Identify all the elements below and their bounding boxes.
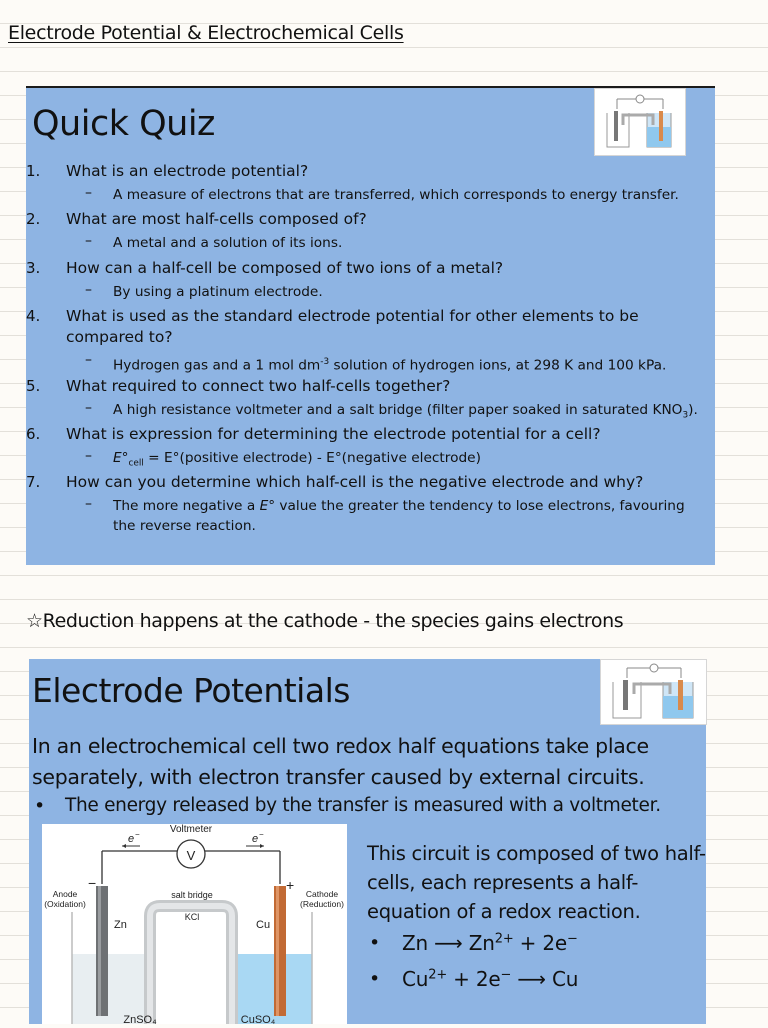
question-text [66,306,666,348]
cathode-note: ☆Reduction happens at the cathode - the species gains electrons [26,610,624,632]
answer-dash: – [85,185,92,201]
answer-text: A measure of electrons that are transferred, which corresponds to energy transfer. [113,187,679,203]
question-text: What are most half-cells composed of? [66,210,367,228]
question-text: What is expression for determining the electrode potential for a cell? [66,425,601,443]
question-line: What is used as the standard electrode potential for other elements to be [66,307,639,325]
cathode-label: Cathode [305,889,339,899]
kcl-label: KCl [184,912,200,922]
anode-sublabel: (Oxidation) [44,899,86,909]
question-text: What required to connect two half-cells together? [66,377,451,395]
answer-dash: – [85,233,92,249]
electron-label-right: e [252,833,259,845]
voltmeter-symbol: V [186,848,196,863]
question-number: 6. [26,425,41,443]
circuit-description: This circuit is composed of two half-cells, each represents a half-equation of a redox reaction. [367,842,706,923]
question-text: What is an electrode potential? [66,162,309,180]
answer-text: Hydrogen gas and a 1 mol $dm^{-3}$ solution of hydrogen ions, at 298 K and 100 kPa. [113,357,667,374]
question-number: 4. [26,307,41,325]
bullet-symbol: • [369,968,381,990]
cell-thumbnail-image [594,88,686,156]
answer-dash: – [85,448,92,464]
question-number: 1. [26,162,41,180]
answer-dash: – [85,496,92,512]
minus-sign: − [88,875,97,891]
answer-text: $E^\circ_{cell}$ = E°(positive electrode) - E°(negative electrode) [113,450,481,469]
cuso4-label: CuSO₄ [240,1014,276,1024]
svg-text:−: − [259,830,264,839]
quiz-title: Quick Quiz [32,104,215,144]
question-number: 2. [26,210,41,228]
bullet-text: The energy released by the transfer is measured with a voltmeter. [65,795,661,816]
copper-half-equation: $Cu^{2+} + 2e^-$ ⟶ Cu [402,967,579,991]
quick-quiz-slide [26,86,715,565]
zn-electrode-label: Zn [114,919,127,931]
answer-text: A high resistance voltmeter and a salt bridge (filter paper soaked in saturated $KNO_3$). [113,402,698,421]
bullet-symbol: • [369,932,381,954]
answer-text: The more negative a E° value the greater the tendency to lose electrons, favouring the reverse reaction. [113,498,685,534]
cu-electrode-label: Cu [256,919,271,931]
question-number: 5. [26,377,41,395]
page-title: Electrode Potential & Electrochemical Cells [8,22,404,44]
question-number: 7. [26,473,41,491]
svg-text:−: − [135,830,140,839]
plus-sign: + [286,877,295,893]
anode-label: Anode [52,889,78,899]
answer-dash: – [85,400,92,416]
znso4-label: ZnSO₄ [123,1014,157,1024]
question-line: compared to? [66,328,173,346]
bullet-symbol: • [34,795,46,817]
question-number: 3. [26,259,41,277]
intro-text: In an electrochemical cell two redox half equations take place separately, with electron transfer caused by external circuits. [32,734,649,789]
slide-title: Electrode Potentials [32,671,350,710]
answer-text: By using a platinum electrode. [113,284,323,300]
question-text: How can a half-cell be composed of two ions of a metal? [66,259,504,277]
answer-dash: – [85,352,92,368]
salt-bridge-label: salt bridge [171,890,213,900]
electron-label-left: e [128,833,135,845]
electrode-potentials-slide [29,659,706,1024]
answer-dash: – [85,282,92,298]
cathode-sublabel: (Reduction) [300,899,344,909]
electrochemical-cell-diagram [42,824,347,1024]
question-text: How can you determine which half-cell is the negative electrode and why? [66,473,644,491]
voltmeter-label: Voltmeter [169,824,213,835]
answer-text: A metal and a solution of its ions. [113,235,343,251]
cell-thumbnail-image [600,659,707,725]
zinc-half-equation: Zn ⟶ $Zn^{2+} + 2e^-$ [402,931,578,955]
